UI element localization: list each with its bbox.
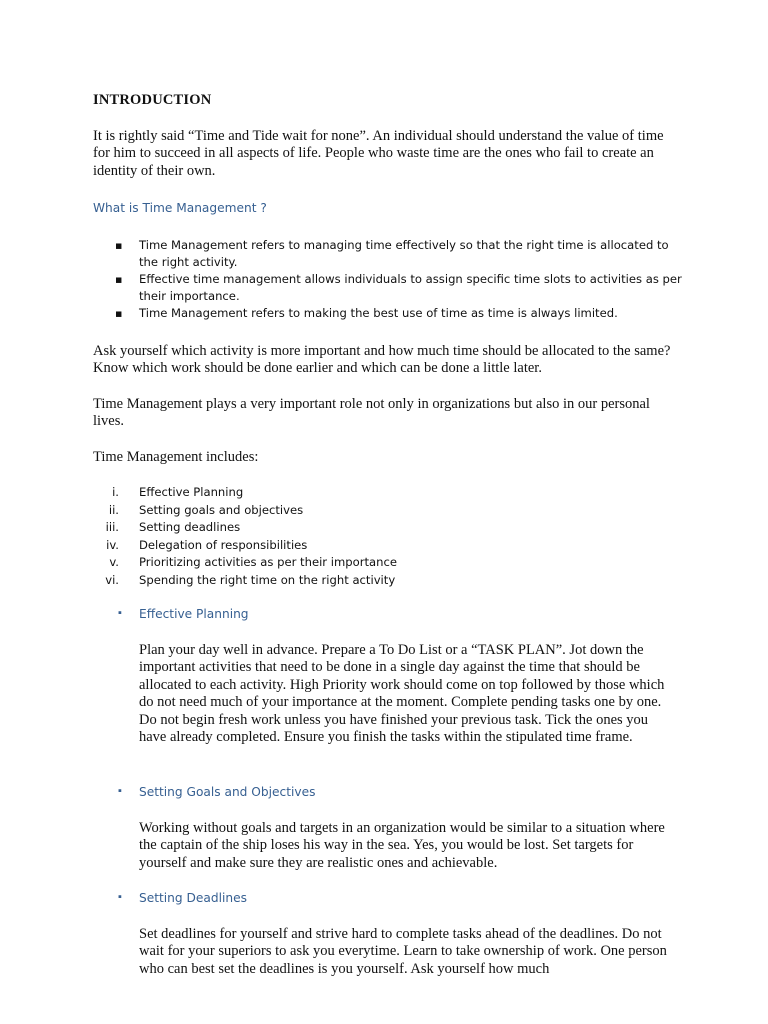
- ask-paragraph: Ask yourself which activity is more important and how much time should be allocated to the same? Know which work should be done earlier and which can be done a little later.: [93, 343, 671, 377]
- list-item: ▪ Time Management refers to making the best use of time as time is always limited.: [93, 305, 683, 322]
- square-bullet-icon: ▪: [118, 785, 122, 797]
- list-number: i.: [112, 485, 119, 499]
- includes-list: [93, 484, 613, 589]
- list-item: [93, 502, 613, 520]
- list-text: Setting deadlines: [139, 520, 241, 534]
- list-item: [93, 484, 613, 502]
- list-number: iv.: [106, 537, 119, 552]
- list-number: ii.: [108, 502, 119, 517]
- intro-paragraph: It is rightly said “Time and Tide wait for none”. An individual should understand the value of time for him to succeed in all aspects of life. People who waste time are the ones who fail to create an identity of their own.: [93, 128, 664, 179]
- role-paragraph: Time Management plays a very important role not only in organizations but also in our personal lives.: [93, 396, 650, 430]
- list-text: Setting goals and objectives: [139, 502, 304, 517]
- list-item: [93, 554, 613, 572]
- what-is-bullet-list: [93, 237, 683, 322]
- section-body-goals: Working without goals and targets in an organization would be similar to a situation where the captain of the ship loses his way in the sea. Yes, you would be lost. Set targets for yourself and make sure they are realistic ones and achievable.: [139, 820, 665, 871]
- list-text: Delegation of responsibilities: [139, 537, 308, 552]
- list-number: v.: [109, 555, 119, 569]
- list-text: Effective Planning: [139, 485, 244, 499]
- what-is-heading: What is Time Management ?: [93, 201, 267, 215]
- list-item: [93, 519, 613, 537]
- section-heading-text: Effective Planning: [139, 607, 249, 621]
- square-bullet-icon: ▪: [118, 607, 122, 619]
- list-item: [93, 572, 613, 590]
- section-body-deadlines: Set deadlines for yourself and strive hard to complete tasks ahead of the deadlines. Do not wait for your superiors to ask you everytime. Learn to take ownership of work. One person who can best set the deadlines is you yourself. Ask yourself how much: [139, 926, 667, 977]
- list-number: iii.: [105, 520, 119, 534]
- list-number: vi.: [105, 572, 119, 587]
- list-item: ▪ Effective time management allows individuals to assign specific time slots to activities as per their importance.: [93, 271, 683, 305]
- list-item: ▪ Time Management refers to managing time effectively so that the right time is allocated to the right activity.: [93, 237, 683, 271]
- page-title: INTRODUCTION: [93, 92, 212, 108]
- square-bullet-icon: ▪: [118, 891, 122, 903]
- list-text: Spending the right time on the right activity: [139, 572, 396, 587]
- section-heading-text: Setting Deadlines: [139, 891, 247, 905]
- includes-label: Time Management includes:: [93, 449, 259, 465]
- section-heading-text: Setting Goals and Objectives: [139, 785, 316, 799]
- section-body-effective-planning: Plan your day well in advance. Prepare a To Do List or a “TASK PLAN”. Jot down the important activities that need to be done in a single day against the time that should be allocated to each activity. High Priority work should come on top followed by those which do not need much of your importance at the moment. Complete pending tasks one by one. Do not begin fresh work unless you have finished your previous task. Tick the ones you have already completed. Ensure you finish the tasks within the stipulated time frame.: [139, 642, 665, 746]
- list-item: [93, 537, 613, 555]
- list-text: Prioritizing activities as per their importance: [139, 555, 397, 569]
